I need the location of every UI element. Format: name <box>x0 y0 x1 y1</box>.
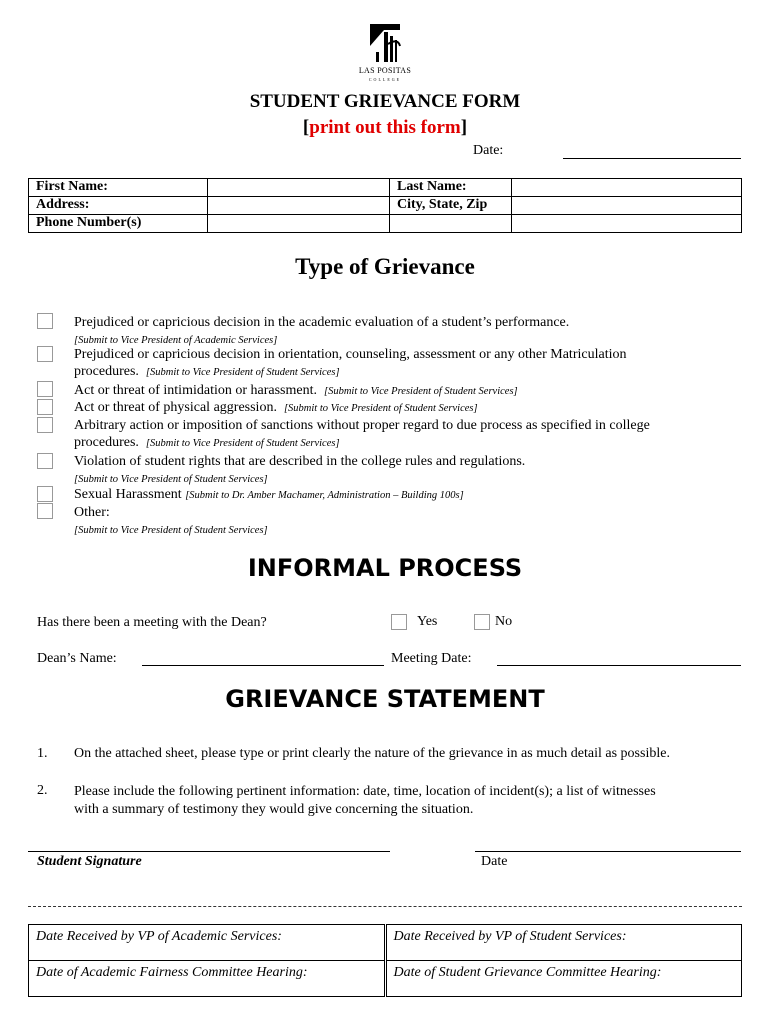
address-field[interactable] <box>208 197 390 215</box>
student-signature-label: Student Signature <box>37 854 142 869</box>
phone-label: Phone Number(s) <box>29 215 208 233</box>
item-number: 2. <box>37 783 48 798</box>
last-name-field[interactable] <box>512 179 742 197</box>
form-subtitle: [print out this form] <box>302 117 468 138</box>
statement-instruction-2: Please include the following pertinent information: date, time, location of incident(s); a list of witnesses with a summary of testimony they would give concerning the situation. <box>74 784 656 817</box>
date-label: Date: <box>473 143 504 158</box>
meeting-date-label: Meeting Date: <box>391 651 472 666</box>
date-field[interactable] <box>563 158 741 159</box>
informal-process-heading: INFORMAL PROCESS <box>247 554 523 582</box>
student-hearing-date[interactable]: Date of Student Grievance Committee Hearing: <box>385 961 742 997</box>
grievance-checkbox-sexual-harassment[interactable] <box>37 486 53 502</box>
logo-mark-icon <box>354 22 416 66</box>
city-state-zip-field[interactable] <box>512 197 742 215</box>
item-number: 1. <box>37 746 48 761</box>
grievance-checkbox-matriculation[interactable] <box>37 346 53 362</box>
grievance-item: Prejudiced or capricious decision in the academic evaluation of a student’s performance. [Submit to Vice President of Academic Services] <box>74 315 570 346</box>
office-use-table <box>28 924 742 997</box>
dean-name-field[interactable] <box>142 665 384 666</box>
logo-text: LAS POSITAS <box>358 66 412 75</box>
logo-subtext: COLLEGE <box>368 77 402 82</box>
vp-student-received[interactable]: Date Received by VP of Student Services: <box>385 925 742 961</box>
empty-cell <box>390 215 512 233</box>
grievance-statement-heading: GRIEVANCE STATEMENT <box>225 685 545 713</box>
statement-instruction-1: On the attached sheet, please type or print clearly the nature of the grievance in as much detail as possible. <box>74 746 670 761</box>
grievance-item: Act or threat of intimidation or harassment. [Submit to Vice President of Student Services] <box>74 383 518 398</box>
dean-name-label: Dean’s Name: <box>37 651 117 666</box>
student-signature-field[interactable] <box>28 851 390 852</box>
yes-label: Yes <box>417 614 438 629</box>
last-name-label: Last Name: <box>390 179 512 197</box>
print-instruction: print out this form <box>309 117 461 138</box>
grievance-item: Violation of student rights that are described in the college rules and regulations. [Submit to Vice President of Student Services] <box>74 454 526 485</box>
college-logo <box>354 22 416 84</box>
city-state-zip-label: City, State, Zip <box>390 197 512 215</box>
form-title: STUDENT GRIEVANCE FORM <box>249 91 521 112</box>
grievance-checkbox-arbitrary-action[interactable] <box>37 417 53 433</box>
no-label: No <box>495 614 513 629</box>
grievance-item: Arbitrary action or imposition of sanctions without proper regard to due process as specified in college procedures. [Submit to Vice President of Student Services] <box>74 418 650 450</box>
signature-date-label: Date <box>481 854 508 869</box>
no-checkbox[interactable] <box>474 614 490 630</box>
grievance-checkbox-academic[interactable] <box>37 313 53 329</box>
grievance-checkbox-intimidation[interactable] <box>37 381 53 397</box>
address-label: Address: <box>29 197 208 215</box>
grievance-checkbox-aggression[interactable] <box>37 399 53 415</box>
yes-checkbox[interactable] <box>391 614 407 630</box>
grievance-checkbox-other[interactable] <box>37 503 53 519</box>
cut-line-divider <box>28 906 742 907</box>
meeting-date-field[interactable] <box>497 665 741 666</box>
dean-meeting-question: Has there been a meeting with the Dean? <box>37 615 267 630</box>
first-name-label: First Name: <box>29 179 208 197</box>
phone-field[interactable] <box>208 215 390 233</box>
type-of-grievance-heading: Type of Grievance <box>295 254 475 279</box>
grievance-item: Prejudiced or capricious decision in orientation, counseling, assessment or any other Matriculation procedures. [Submit to Vice President of Student Services] <box>74 347 627 379</box>
empty-cell <box>512 215 742 233</box>
grievance-item: Sexual Harassment [Submit to Dr. Amber Machamer, Administration – Building 100s] <box>74 487 464 502</box>
signature-date-field[interactable] <box>475 851 741 852</box>
first-name-field[interactable] <box>208 179 390 197</box>
student-info-table <box>28 178 742 233</box>
grievance-checkbox-student-rights[interactable] <box>37 453 53 469</box>
academic-hearing-date[interactable]: Date of Academic Fairness Committee Hearing: <box>29 961 386 997</box>
grievance-item: Other: [Submit to Vice President of Student Services] <box>74 505 268 536</box>
grievance-item: Act or threat of physical aggression. [Submit to Vice President of Student Services] <box>74 400 478 415</box>
vp-academic-received[interactable]: Date Received by VP of Academic Services: <box>29 925 386 961</box>
